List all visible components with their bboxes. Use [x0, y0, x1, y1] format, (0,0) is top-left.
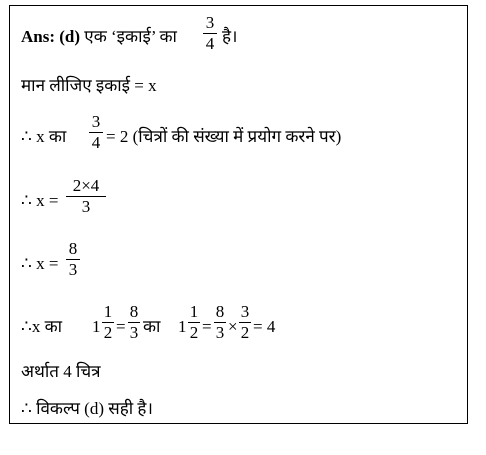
step-line-4-prefix: ∴x का	[21, 317, 63, 336]
answer-box	[9, 5, 468, 424]
equals-sign-1: =	[116, 317, 126, 336]
conclusion-line: अर्थात 4 चित्र	[21, 362, 101, 381]
step-line-1-prefix: ∴ x का	[21, 127, 67, 146]
times-sign: ×	[228, 317, 238, 336]
fraction-three-halves: 3 2	[240, 302, 250, 342]
result-four: = 4	[253, 317, 276, 336]
answer-line	[21, 27, 177, 47]
step-line-1-tail: = 2 (चित्रों की संख्या में प्रयोग करने पर)	[106, 127, 342, 146]
mixed-fraction-1: 1 2	[103, 302, 113, 342]
assumption-line: मान लीजिए इकाई = x	[21, 76, 157, 95]
option-line: ∴ विकल्प (d) सही है।	[21, 399, 153, 418]
mixed-fraction-2: 1 2	[189, 302, 199, 342]
step-line-3-prefix: ∴ x =	[21, 254, 59, 273]
fraction-eight-thirds-3: 8 3	[215, 302, 225, 342]
mixed-whole-2: 1	[178, 317, 187, 336]
fraction-three-quarters-2: 3 4	[89, 113, 103, 152]
fraction-three-quarters: 3 4	[203, 14, 217, 53]
fraction-two-times-four-over-three: 2×4 3	[66, 177, 106, 216]
mixed-whole-1: 1	[92, 317, 101, 336]
step-line-4-mid: का	[143, 317, 161, 336]
step-line-2-prefix: ∴ x =	[21, 191, 59, 210]
fraction-eight-thirds-2: 8 3	[129, 302, 139, 342]
equals-sign-2: =	[202, 317, 212, 336]
answer-text: एक ‘इकाई’ का	[84, 27, 177, 46]
answer-label: Ans: (d)	[21, 27, 81, 46]
fraction-eight-thirds: 8 3	[66, 240, 80, 279]
answer-tail: है।	[222, 27, 238, 46]
